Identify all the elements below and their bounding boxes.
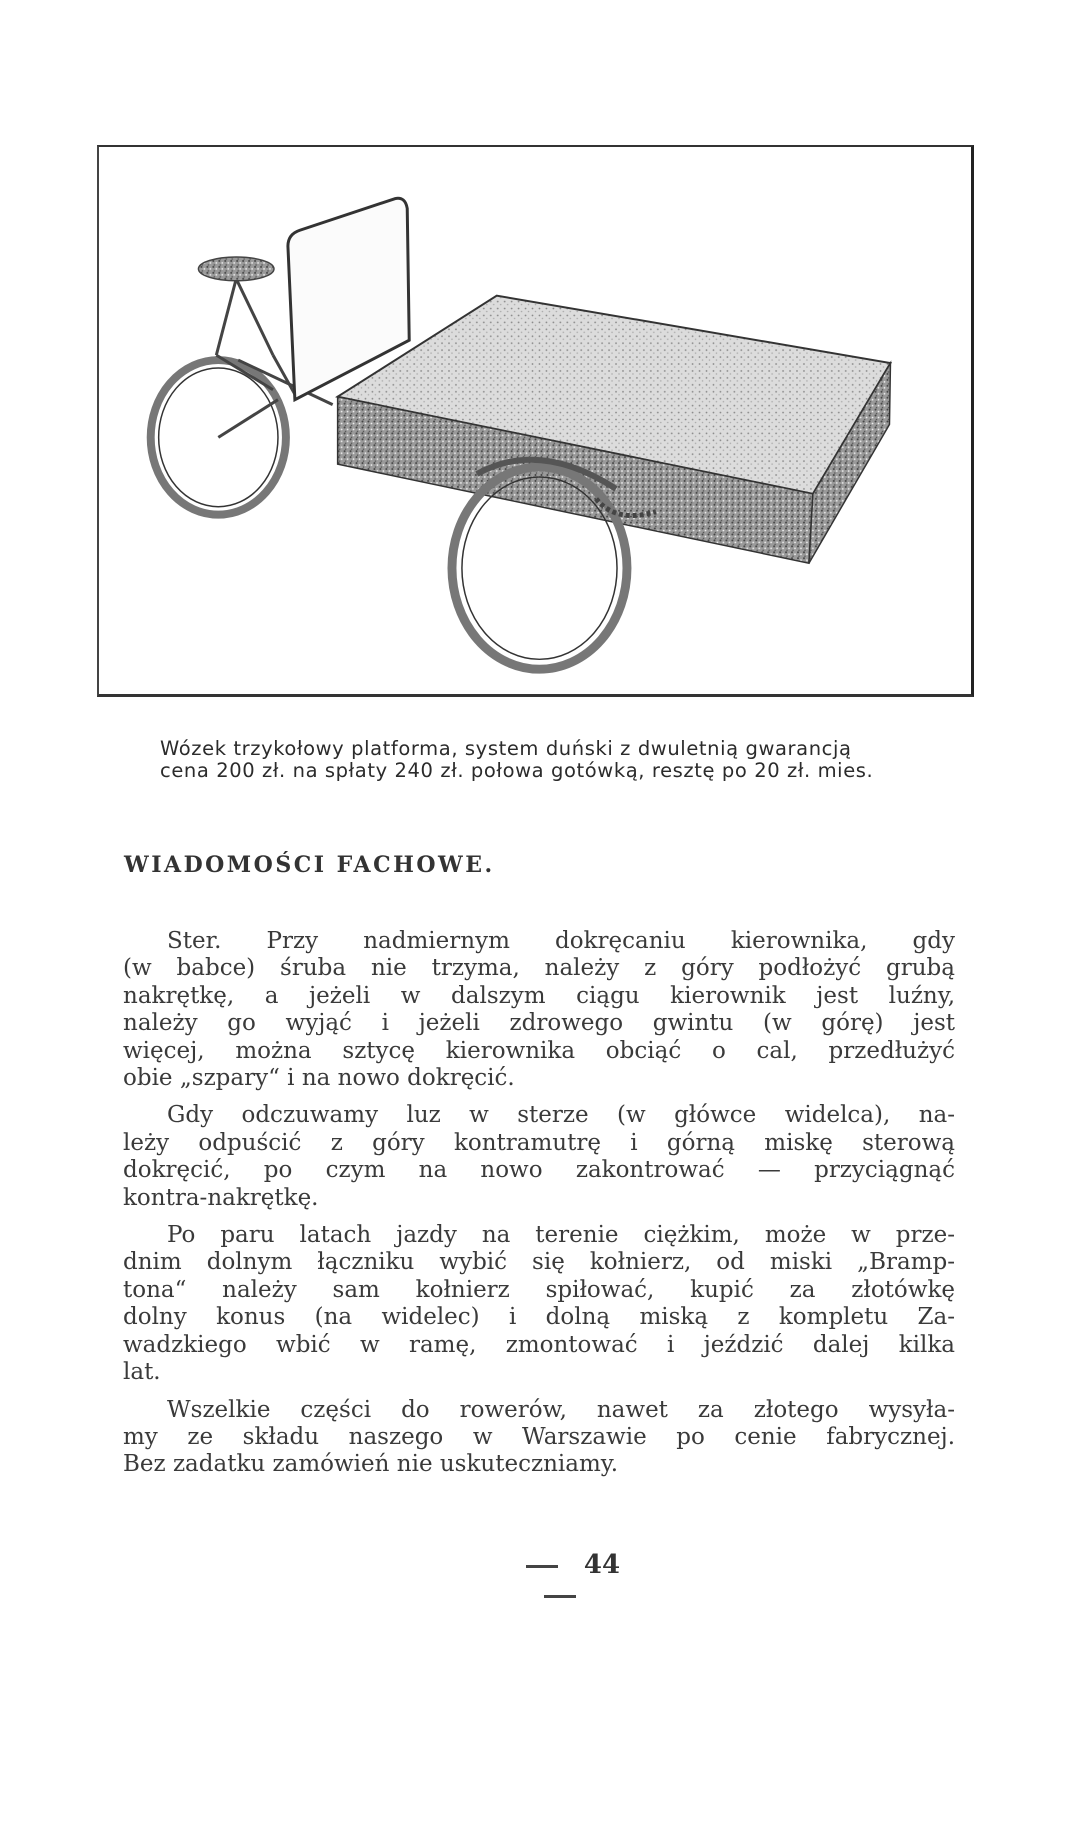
illustration-frame (97, 145, 974, 697)
article-body (123, 928, 955, 1489)
text-line: dnim dolnym łączniku wybić się kołnierz, od miski „Bramp- (123, 1249, 955, 1276)
figure-caption (160, 738, 960, 782)
text-line: lat. (123, 1359, 161, 1386)
dash-left (526, 1565, 558, 1568)
dash-right (544, 1595, 576, 1598)
section-heading: WIADOMOŚCI FACHOWE. (124, 852, 495, 878)
text-line: kontra-nakrętkę. (123, 1184, 319, 1211)
text-line: wadzkiego wbić w ramę, zmontować i jeździć dalej kilka (123, 1331, 955, 1358)
caption-line: cena 200 zł. na spłaty 240 zł. połowa gotówką, resztę po 20 zł. mies. (160, 759, 874, 782)
text-line: obie „szpary“ i na nowo dokręcić. (123, 1065, 515, 1092)
paragraph-ster (123, 928, 955, 1092)
page-number-text: 44 (583, 1550, 621, 1580)
text-line: dokręcić, po czym na nowo zakontrować — przyciągnąć (123, 1157, 955, 1184)
text-line: nakrętkę, a jeżeli w dalszym ciągu kierownik jest luźny, (123, 982, 955, 1009)
paragraph-luz (123, 1102, 955, 1212)
text-line: Bez zadatku zamówień nie uskuteczniamy. (123, 1451, 619, 1478)
text-line: dolny konus (na widelec) i dolną miską z kompletu Za- (123, 1304, 955, 1331)
caption-line: Wózek trzykołowy platforma, system duński z dwuletnią gwarancją (160, 737, 852, 760)
text-line: Ster. Przy nadmiernym dokręcaniu kierownika, gdy (167, 928, 955, 954)
text-line: Wszelkie części do rowerów, nawet za złotego wysyła- (167, 1396, 955, 1423)
paragraph-czesci (123, 1397, 955, 1479)
paragraph-kolnierz (123, 1222, 955, 1386)
text-line: należy go wyjąć i jeżeli zdrowego gwintu (w górę) jest (123, 1010, 955, 1037)
text-line: my ze składu naszego w Warszawie po cenie fabrycznej. (123, 1423, 955, 1450)
rear-wheel (151, 360, 286, 515)
text-line: więcej, można sztycę kierownika obciąć o cal, przedłużyć (123, 1037, 955, 1064)
text-line: Po paru latach jazdy na terenie ciężkim, może w prze- (167, 1222, 955, 1249)
text-line: tona“ należy sam kołnierz spiłować, kupić za złotówkę (123, 1276, 955, 1303)
text-line: Gdy odczuwamy luz w sterze (w główce widelca), na- (167, 1102, 955, 1129)
cargo-tricycle-illustration (99, 147, 971, 694)
saddle (198, 257, 274, 281)
text-line: (w babce) śruba nie trzyma, należy z góry podłożyć grubą (123, 955, 955, 982)
page-number (470, 1550, 650, 1610)
text-line: leży odpuścić z góry kontramutrę i górną miskę sterową (123, 1129, 955, 1156)
